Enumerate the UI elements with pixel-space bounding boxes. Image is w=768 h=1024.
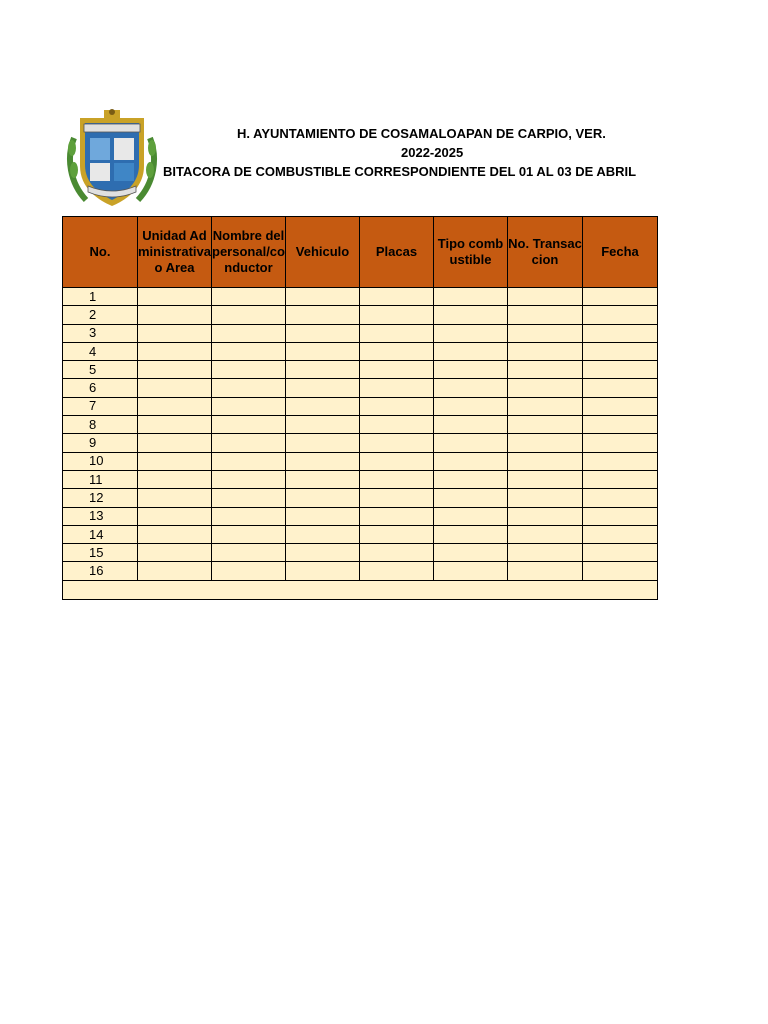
empty-cell[interactable] [138,489,212,507]
empty-cell[interactable] [434,324,508,342]
municipality-title: H. AYUNTAMIENTO DE COSAMALOAPAN DE CARPIO, VER. [237,126,606,141]
empty-cell[interactable] [138,562,212,580]
empty-cell[interactable] [583,288,658,306]
empty-cell[interactable] [434,397,508,415]
empty-cell[interactable] [138,507,212,525]
empty-cell[interactable] [286,379,360,397]
empty-cell[interactable] [583,562,658,580]
empty-cell[interactable] [508,416,583,434]
empty-cell[interactable] [434,361,508,379]
fuel-log-table [62,216,658,600]
empty-cell[interactable] [360,544,434,562]
row-number-cell: 6 [63,379,138,397]
empty-cell[interactable] [360,306,434,324]
administration-period: 2022-2025 [401,145,464,160]
empty-cell[interactable] [212,342,286,360]
row-number-cell: 16 [63,562,138,580]
empty-cell[interactable] [212,507,286,525]
table-row [63,525,658,543]
empty-cell[interactable] [434,562,508,580]
table-row [63,562,658,580]
row-number-cell: 15 [63,544,138,562]
empty-cell[interactable] [286,306,360,324]
empty-cell[interactable] [212,379,286,397]
column-header-transaction: No. Transaccion [508,217,583,288]
empty-cell[interactable] [508,470,583,488]
empty-cell[interactable] [360,470,434,488]
empty-cell[interactable] [508,489,583,507]
empty-cell[interactable] [360,342,434,360]
column-header-fuel-type: Tipo combustible [434,217,508,288]
empty-cell[interactable] [286,452,360,470]
table-row [63,434,658,452]
empty-cell[interactable] [212,306,286,324]
empty-cell[interactable] [508,507,583,525]
empty-cell[interactable] [360,397,434,415]
empty-cell[interactable] [583,361,658,379]
column-header-plates: Placas [360,217,434,288]
empty-cell[interactable] [138,525,212,543]
row-number-cell: 5 [63,361,138,379]
empty-cell[interactable] [286,470,360,488]
empty-cell[interactable] [583,452,658,470]
empty-cell[interactable] [138,288,212,306]
table-row [63,306,658,324]
empty-cell[interactable] [360,416,434,434]
empty-cell[interactable] [434,470,508,488]
empty-cell[interactable] [286,288,360,306]
table-row [63,324,658,342]
column-header-unit: Unidad Administrativa o Area [138,217,212,288]
empty-cell[interactable] [583,416,658,434]
empty-cell[interactable] [434,434,508,452]
empty-cell[interactable] [508,342,583,360]
empty-cell[interactable] [138,452,212,470]
row-number-cell: 14 [63,525,138,543]
empty-cell[interactable] [286,544,360,562]
empty-cell[interactable] [286,562,360,580]
empty-cell[interactable] [583,470,658,488]
table-row [63,489,658,507]
empty-cell[interactable] [508,544,583,562]
row-number-cell: 1 [63,288,138,306]
row-number-cell: 11 [63,470,138,488]
empty-cell[interactable] [286,361,360,379]
empty-cell[interactable] [138,397,212,415]
empty-cell[interactable] [508,397,583,415]
empty-cell[interactable] [508,525,583,543]
empty-cell[interactable] [583,379,658,397]
table-footer-row [63,580,658,599]
table-row [63,361,658,379]
empty-cell[interactable] [360,562,434,580]
empty-cell[interactable] [286,324,360,342]
empty-cell[interactable] [583,342,658,360]
column-header-driver: Nombre del personal/conductor [212,217,286,288]
empty-cell[interactable] [508,306,583,324]
empty-cell[interactable] [212,397,286,415]
empty-cell[interactable] [286,342,360,360]
empty-cell[interactable] [434,306,508,324]
empty-cell[interactable] [360,525,434,543]
empty-cell[interactable] [360,324,434,342]
empty-cell[interactable] [360,489,434,507]
empty-cell[interactable] [212,562,286,580]
empty-cell[interactable] [138,379,212,397]
empty-cell[interactable] [508,361,583,379]
empty-cell[interactable] [138,434,212,452]
empty-cell[interactable] [212,361,286,379]
table-body [63,288,658,600]
empty-cell[interactable] [434,379,508,397]
empty-cell[interactable] [583,397,658,415]
empty-cell[interactable] [360,361,434,379]
empty-cell[interactable] [360,379,434,397]
column-header-vehicle: Vehiculo [286,217,360,288]
table-row [63,452,658,470]
empty-cell[interactable] [138,544,212,562]
empty-cell[interactable] [434,452,508,470]
table-row [63,416,658,434]
table-row [63,379,658,397]
table-header-row [63,217,658,288]
footer-cell [63,580,658,599]
empty-cell[interactable] [138,324,212,342]
empty-cell[interactable] [434,525,508,543]
row-number-cell: 2 [63,306,138,324]
table-row [63,507,658,525]
empty-cell[interactable] [212,470,286,488]
empty-cell[interactable] [212,416,286,434]
row-number-cell: 7 [63,397,138,415]
empty-cell[interactable] [138,342,212,360]
empty-cell[interactable] [212,434,286,452]
empty-cell[interactable] [360,434,434,452]
row-number-cell: 8 [63,416,138,434]
row-number-cell: 12 [63,489,138,507]
empty-cell[interactable] [138,361,212,379]
empty-cell[interactable] [508,288,583,306]
empty-cell[interactable] [286,507,360,525]
empty-cell[interactable] [583,544,658,562]
empty-cell[interactable] [138,470,212,488]
empty-cell[interactable] [508,324,583,342]
empty-cell[interactable] [286,525,360,543]
empty-cell[interactable] [212,324,286,342]
empty-cell[interactable] [583,434,658,452]
empty-cell[interactable] [434,544,508,562]
row-number-cell: 9 [63,434,138,452]
empty-cell[interactable] [508,562,583,580]
empty-cell[interactable] [212,544,286,562]
row-number-cell: 3 [63,324,138,342]
empty-cell[interactable] [212,452,286,470]
row-number-cell: 13 [63,507,138,525]
empty-cell[interactable] [286,416,360,434]
empty-cell[interactable] [508,379,583,397]
empty-cell[interactable] [212,489,286,507]
empty-cell[interactable] [360,507,434,525]
empty-cell[interactable] [138,416,212,434]
empty-cell[interactable] [212,525,286,543]
empty-cell[interactable] [360,452,434,470]
empty-cell[interactable] [583,507,658,525]
empty-cell[interactable] [508,434,583,452]
column-header-date: Fecha [583,217,658,288]
empty-cell[interactable] [583,324,658,342]
empty-cell[interactable] [434,489,508,507]
row-number-cell: 4 [63,342,138,360]
column-header-no: No. [63,217,138,288]
table-row [63,288,658,306]
empty-cell[interactable] [583,489,658,507]
row-number-cell: 10 [63,452,138,470]
empty-cell[interactable] [212,288,286,306]
empty-cell[interactable] [434,342,508,360]
empty-cell[interactable] [583,306,658,324]
empty-cell[interactable] [434,288,508,306]
empty-cell[interactable] [508,452,583,470]
table-row [63,342,658,360]
table-row [63,470,658,488]
empty-cell[interactable] [286,434,360,452]
empty-cell[interactable] [138,306,212,324]
log-title: BITACORA DE COMBUSTIBLE CORRESPONDIENTE DEL 01 AL 03 DE ABRIL [163,164,637,179]
empty-cell[interactable] [286,397,360,415]
empty-cell[interactable] [286,489,360,507]
empty-cell[interactable] [583,525,658,543]
empty-cell[interactable] [434,507,508,525]
table-row [63,544,658,562]
table-row [63,397,658,415]
empty-cell[interactable] [434,416,508,434]
empty-cell[interactable] [360,288,434,306]
